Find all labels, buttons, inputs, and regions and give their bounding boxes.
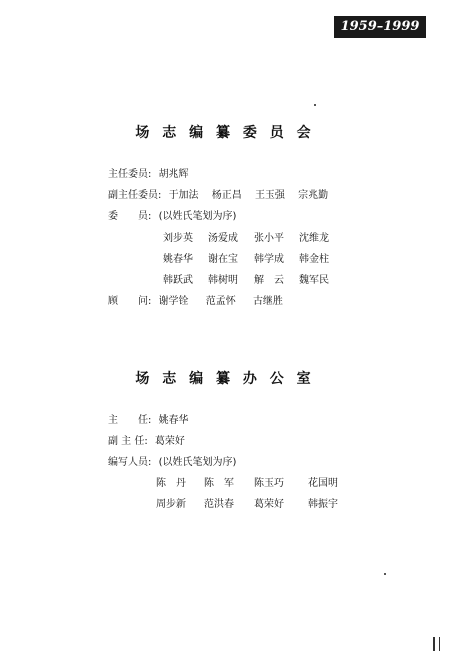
office-director-name: 姚春华 bbox=[158, 415, 189, 426]
committee-members-label: 委 员: bbox=[108, 211, 152, 222]
office-director-row bbox=[108, 411, 189, 426]
office-editors-row bbox=[108, 453, 236, 468]
editor-name: 范洪春 bbox=[204, 499, 234, 510]
committee-director-label: 主任委员: bbox=[108, 169, 152, 180]
advisor-name: 古继胜 bbox=[252, 296, 283, 307]
committee-deputy-label: 副主任委员: bbox=[108, 190, 162, 201]
office-title: 场 志 编 纂 办 公 室 bbox=[135, 371, 315, 387]
editor-name: 葛荣好 bbox=[254, 499, 284, 510]
editor-name: 韩振宇 bbox=[308, 499, 338, 510]
committee-deputy-name: 杨正昌 bbox=[211, 190, 242, 201]
member-name: 韩跃武 bbox=[163, 275, 193, 286]
page-edge-mark bbox=[433, 637, 440, 651]
editor-name: 花国明 bbox=[308, 478, 338, 489]
member-name: 汤爱成 bbox=[208, 233, 238, 244]
office-deputy-name: 葛荣好 bbox=[154, 436, 185, 447]
member-name: 韩学成 bbox=[254, 254, 284, 265]
year-range-tag: 1959–1999 bbox=[334, 16, 426, 38]
member-name: 韩金柱 bbox=[299, 254, 329, 265]
committee-director-row bbox=[108, 165, 189, 180]
committee-members-row bbox=[108, 207, 236, 222]
member-name: 沈维龙 bbox=[299, 233, 329, 244]
committee-director-name: 胡兆辉 bbox=[158, 169, 189, 180]
office-director-label: 主 任: bbox=[108, 415, 152, 426]
member-name: 姚春华 bbox=[163, 254, 193, 265]
advisor-name: 范孟怀 bbox=[205, 296, 236, 307]
member-name: 魏军民 bbox=[299, 275, 329, 286]
scan-speck bbox=[314, 104, 316, 106]
member-name: 谢在宝 bbox=[208, 254, 238, 265]
committee-deputy-row bbox=[108, 186, 328, 201]
office-deputy-label: 副 主 任: bbox=[108, 436, 148, 447]
editor-name: 陈 丹 bbox=[156, 478, 186, 489]
office-deputy-row bbox=[108, 432, 185, 447]
committee-advisors-row bbox=[108, 292, 283, 307]
office-editors-label: 编写人员: bbox=[108, 457, 152, 468]
committee-advisors-label: 顾 问: bbox=[108, 296, 152, 307]
committee-title: 场 志 编 纂 委 员 会 bbox=[135, 125, 315, 141]
member-name: 解 云 bbox=[254, 275, 284, 286]
committee-deputy-name: 王玉强 bbox=[254, 190, 285, 201]
editor-name: 周步新 bbox=[156, 499, 186, 510]
editor-name: 陈玉巧 bbox=[254, 478, 284, 489]
office-editors-note: (以姓氏笔划为序) bbox=[158, 457, 237, 468]
committee-deputy-name: 宗兆勤 bbox=[298, 190, 329, 201]
member-name: 张小平 bbox=[254, 233, 284, 244]
committee-members-note: (以姓氏笔划为序) bbox=[158, 211, 237, 222]
member-name: 刘步英 bbox=[163, 233, 193, 244]
advisor-name: 谢学铨 bbox=[158, 296, 189, 307]
committee-deputy-name: 于加法 bbox=[168, 190, 199, 201]
scan-speck bbox=[384, 573, 386, 575]
member-name: 韩树明 bbox=[208, 275, 238, 286]
editor-name: 陈 军 bbox=[204, 478, 234, 489]
